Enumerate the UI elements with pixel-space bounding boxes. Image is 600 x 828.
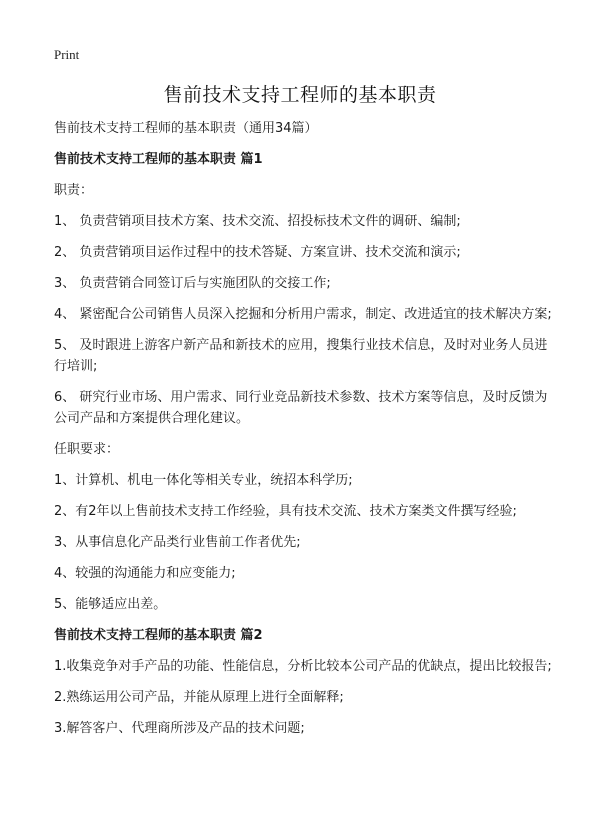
page-title: 售前技术支持工程师的基本职责 [163, 84, 437, 106]
list-item: 2.熟练运用公司产品，并能从原理上进行全面解释; [54, 690, 344, 705]
list-item: 1.收集竞争对手产品的功能、性能信息，分析比较本公司产品的优缺点，提出比较报告; [54, 659, 552, 674]
section-heading: 售前技术支持工程师的基本职责 篇1 [54, 152, 263, 167]
section-heading: 售前技术支持工程师的基本职责 篇2 [54, 628, 263, 643]
list-item: 1、 负责营销项目技术方案、技术交流、招投标技术文件的调研、编制; [54, 214, 461, 229]
list-item: 4、较强的沟通能力和应变能力; [54, 566, 236, 581]
list-item: 6、 研究行业市场、用户需求、同行业竞品新技术参数、技术方案等信息，及时反馈为公司产品和方案提供合理化建议。 [54, 390, 548, 426]
list-item: 1、计算机、机电一体化等相关专业，统招本科学历; [54, 473, 353, 488]
list-item: 4、 紧密配合公司销售人员深入挖掘和分析用户需求，制定、改进适宜的技术解决方案; [54, 307, 552, 322]
print-label: Print [54, 47, 80, 62]
list-item: 5、 及时跟进上游客户新产品和新技术的应用，搜集行业技术信息，及时对业务人员进行培训; [54, 338, 548, 374]
list-item: 3、从事信息化产品类行业售前工作者优先; [54, 535, 301, 550]
list-item: 5、能够适应出差。 [54, 597, 167, 612]
section-label-requirements: 任职要求： [54, 442, 120, 457]
list-item: 3.解答客户、代理商所涉及产品的技术问题; [54, 721, 305, 736]
list-item: 2、 负责营销项目运作过程中的技术答疑、方案宣讲、技术交流和演示; [54, 245, 461, 260]
document-body [54, 118, 554, 749]
section-1 [54, 149, 554, 615]
section-2 [54, 625, 554, 739]
section-label-duties: 职责： [54, 183, 94, 198]
document-subtitle: 售前技术支持工程师的基本职责（通用34篇） [54, 121, 318, 136]
list-item: 3、 负责营销合同签订后与实施团队的交接工作; [54, 276, 331, 291]
list-item: 2、有2年以上售前技术支持工作经验，具有技术交流、技术方案类文件撰写经验; [54, 504, 517, 519]
